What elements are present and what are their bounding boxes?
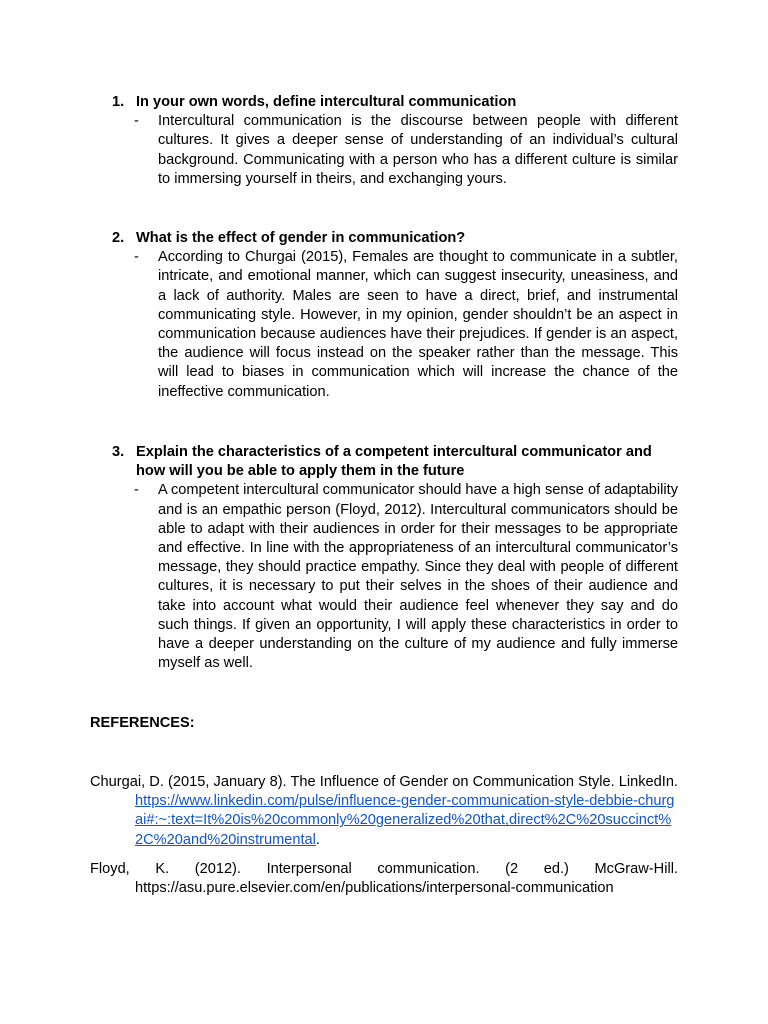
question-heading [112,229,678,248]
list-dash: - [134,113,139,130]
question-title: In your own words, define intercultural communication [136,94,517,110]
question-number: 3. [112,444,125,460]
question-heading [112,93,678,112]
question-title: Explain the characteristics of a competent intercultural communicator and how will you be able to apply them in the future [136,444,652,480]
references-heading: REFERENCES: [90,715,195,731]
list-dash: - [134,249,139,266]
answer-item [134,481,678,673]
question-2 [112,229,678,402]
answer-text: According to Churgai (2015), Females are thought to communicate in a subtler, intricate, and emotional manner, which can suggest insecurity, uneasiness, and a lack of authority. Males are seen to have a direct, brief, and instrumental communicating style. However, in my opinion, gender shouldn’t be an aspect in communication because audiences have their prejudices. If gender is an aspect, the audience will focus instead on the speaker rather than the message. This will lead to biases in communication which will increase the chance of the ineffective communication. [158,249,678,400]
reference-text: Floyd, K. (2012). Interpersonal communication. (2 ed.) McGraw-Hill. https://asu.pure.elsevier.com/en/publications/interpersonal-communication [90,861,678,897]
list-dash: - [134,482,139,499]
question-number: 2. [112,230,125,246]
reference-entry [90,773,678,850]
answer-item [134,248,678,402]
reference-trailing: . [315,831,320,848]
reference-link[interactable]: https://www.linkedin.com/pulse/influence-gender-communication-style-debbie-churgai#:~:text=It%20is%20commonly%20generalized%20that,direct%2C%20succinct%2C%20and%20instrumental [135,793,675,848]
answer-item [134,112,678,189]
answer-text: A competent intercultural communicator should have a high sense of adaptability and is an empathic person (Floyd, 2012). Intercultural communicators should be able to adapt with their audiences in order for their messages to be appropriate and effective. In line with the appropriateness of an intercultural communicator’s message, they should practice empathy. Since they deal with people of different cultures, it is necessary to put their selves in the shoes of their audience and take into account what would their audience feel whenever they say and do such things. If given an opportunity, I will apply these characteristics in order to have a deeper understanding on the culture of my audience and fully immerse myself as well. [158,482,679,672]
question-title: What is the effect of gender in communication? [136,230,466,246]
question-3 [112,443,678,673]
reference-text: Churgai, D. (2015, January 8). The Influence of Gender on Communication Style. LinkedIn. [90,774,678,790]
reference-entry [90,860,678,898]
question-1 [112,93,678,189]
question-heading [112,443,678,481]
question-number: 1. [112,94,125,110]
answer-text: Intercultural communication is the discourse between people with different cultures. It gives a deeper sense of understanding of an individual’s cultural background. Communicating with a person who has a different culture is similar to immersing yourself in theirs, and exchanging yours. [158,113,678,187]
